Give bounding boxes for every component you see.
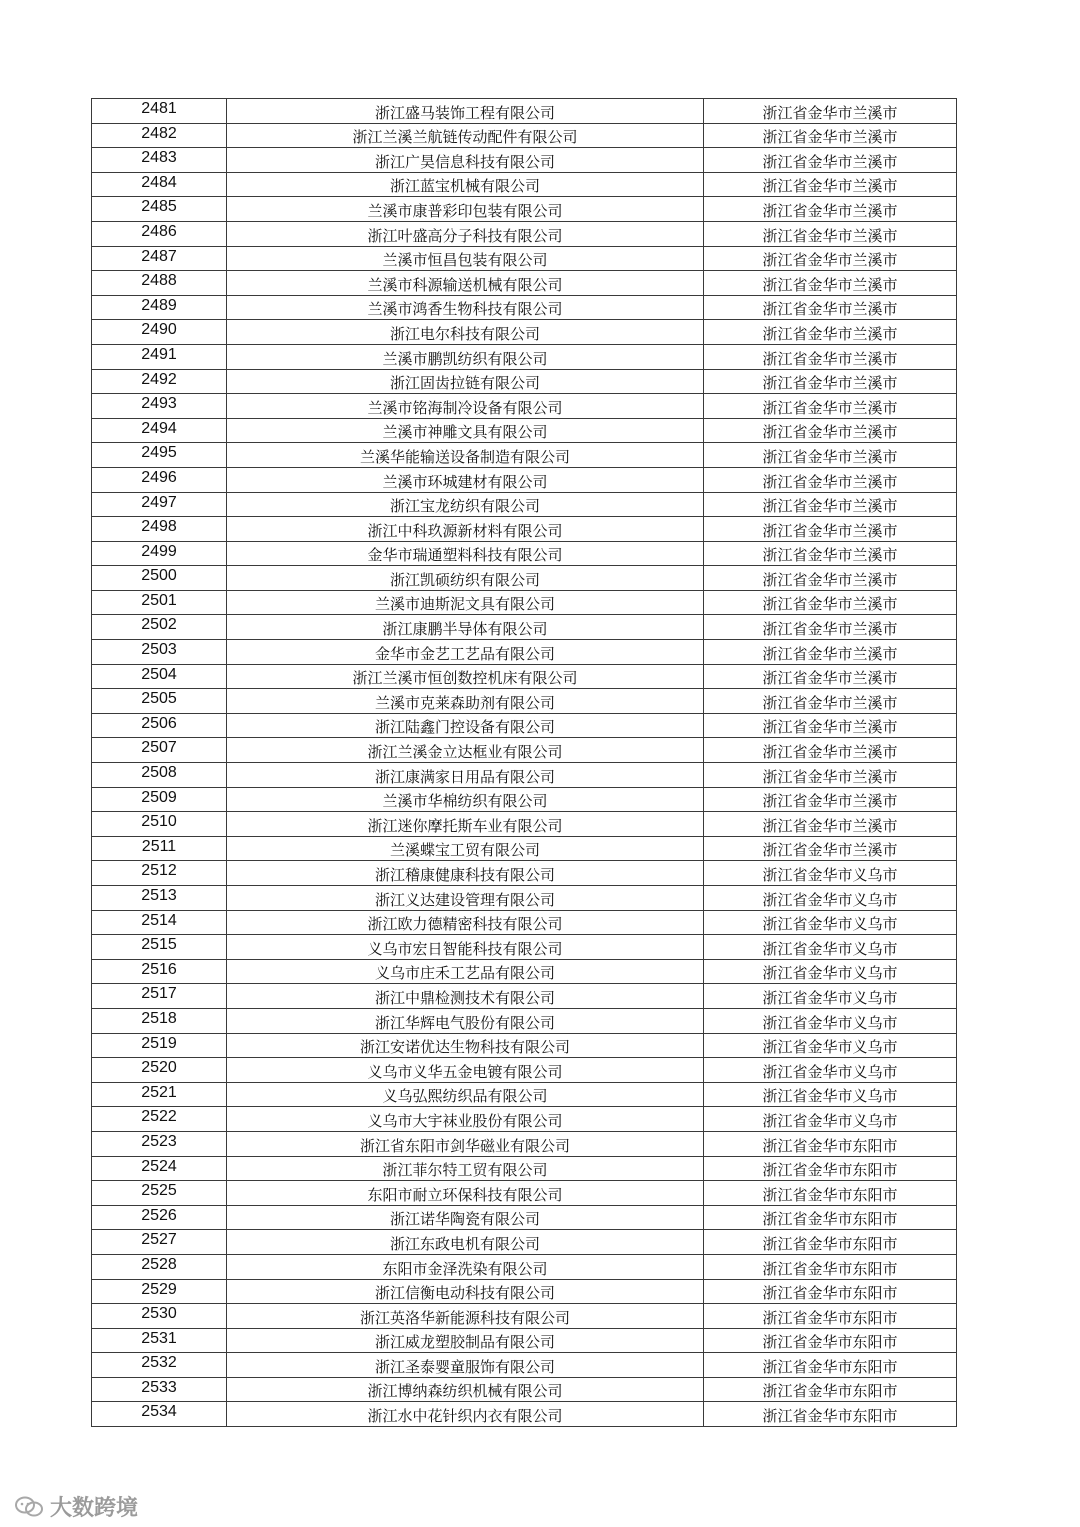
table-row xyxy=(92,295,957,320)
table-row xyxy=(92,1058,957,1083)
company-name-cell: 浙江广昊信息科技有限公司 xyxy=(227,148,704,173)
table-row xyxy=(92,369,957,394)
region-cell: 浙江省金华市东阳市 xyxy=(704,1402,957,1427)
region-cell: 浙江省金华市兰溪市 xyxy=(704,492,957,517)
company-name-cell: 浙江康鹏半导体有限公司 xyxy=(227,615,704,640)
row-number-cell: 2528 xyxy=(92,1254,227,1279)
row-number-cell: 2490 xyxy=(92,320,227,345)
region-cell: 浙江省金华市兰溪市 xyxy=(704,271,957,296)
row-number-cell: 2515 xyxy=(92,935,227,960)
company-name-cell: 兰溪市鹏凯纺织有限公司 xyxy=(227,344,704,369)
company-name-cell: 兰溪市环城建材有限公司 xyxy=(227,467,704,492)
row-number-cell: 2514 xyxy=(92,910,227,935)
region-cell: 浙江省金华市东阳市 xyxy=(704,1279,957,1304)
row-number-cell: 2504 xyxy=(92,664,227,689)
table-row xyxy=(92,910,957,935)
company-name-cell: 浙江康满家日用品有限公司 xyxy=(227,763,704,788)
row-number-cell: 2509 xyxy=(92,787,227,812)
row-number-cell: 2518 xyxy=(92,1008,227,1033)
table-row xyxy=(92,886,957,911)
table-row xyxy=(92,1033,957,1058)
table-row xyxy=(92,959,957,984)
company-name-cell: 义乌弘熙纺织品有限公司 xyxy=(227,1082,704,1107)
row-number-cell: 2483 xyxy=(92,148,227,173)
row-number-cell: 2508 xyxy=(92,763,227,788)
company-name-cell: 浙江兰溪市恒创数控机床有限公司 xyxy=(227,664,704,689)
company-name-cell: 兰溪市铭海制冷设备有限公司 xyxy=(227,394,704,419)
table-row xyxy=(92,590,957,615)
table-row xyxy=(92,640,957,665)
table-row xyxy=(92,664,957,689)
row-number-cell: 2503 xyxy=(92,640,227,665)
company-name-cell: 浙江中科玖源新材料有限公司 xyxy=(227,517,704,542)
region-cell: 浙江省金华市兰溪市 xyxy=(704,517,957,542)
table-row xyxy=(92,1107,957,1132)
company-name-cell: 浙江宝龙纺织有限公司 xyxy=(227,492,704,517)
company-name-cell: 浙江华辉电气股份有限公司 xyxy=(227,1008,704,1033)
region-cell: 浙江省金华市兰溪市 xyxy=(704,566,957,591)
company-name-cell: 浙江圣泰婴童服饰有限公司 xyxy=(227,1353,704,1378)
company-name-cell: 浙江陆鑫门控设备有限公司 xyxy=(227,713,704,738)
row-number-cell: 2525 xyxy=(92,1181,227,1206)
row-number-cell: 2533 xyxy=(92,1377,227,1402)
region-cell: 浙江省金华市兰溪市 xyxy=(704,443,957,468)
table-row xyxy=(92,541,957,566)
company-name-cell: 兰溪市康普彩印包装有限公司 xyxy=(227,197,704,222)
company-name-cell: 浙江稽康健康科技有限公司 xyxy=(227,861,704,886)
table-row xyxy=(92,172,957,197)
region-cell: 浙江省金华市义乌市 xyxy=(704,959,957,984)
region-cell: 浙江省金华市义乌市 xyxy=(704,935,957,960)
table-row xyxy=(92,566,957,591)
region-cell: 浙江省金华市兰溪市 xyxy=(704,763,957,788)
region-cell: 浙江省金华市兰溪市 xyxy=(704,320,957,345)
region-cell: 浙江省金华市兰溪市 xyxy=(704,812,957,837)
table-row xyxy=(92,1254,957,1279)
watermark xyxy=(14,1491,138,1522)
row-number-cell: 2496 xyxy=(92,467,227,492)
region-cell: 浙江省金华市东阳市 xyxy=(704,1304,957,1329)
company-name-cell: 浙江叶盛高分子科技有限公司 xyxy=(227,221,704,246)
row-number-cell: 2513 xyxy=(92,886,227,911)
region-cell: 浙江省金华市兰溪市 xyxy=(704,246,957,271)
region-cell: 浙江省金华市义乌市 xyxy=(704,861,957,886)
row-number-cell: 2493 xyxy=(92,394,227,419)
company-name-cell: 义乌市义华五金电镀有限公司 xyxy=(227,1058,704,1083)
table-row xyxy=(92,221,957,246)
watermark-text: 大数跨境 xyxy=(50,1496,139,1521)
table-row xyxy=(92,1328,957,1353)
table-row xyxy=(92,148,957,173)
company-name-cell: 浙江兰溪兰航链传动配件有限公司 xyxy=(227,123,704,148)
company-table xyxy=(91,98,957,1427)
region-cell: 浙江省金华市东阳市 xyxy=(704,1156,957,1181)
company-name-cell: 浙江菲尔特工贸有限公司 xyxy=(227,1156,704,1181)
company-name-cell: 浙江凯硕纺织有限公司 xyxy=(227,566,704,591)
row-number-cell: 2510 xyxy=(92,812,227,837)
table-row xyxy=(92,1353,957,1378)
region-cell: 浙江省金华市东阳市 xyxy=(704,1377,957,1402)
table-row xyxy=(92,246,957,271)
region-cell: 浙江省金华市东阳市 xyxy=(704,1230,957,1255)
region-cell: 浙江省金华市兰溪市 xyxy=(704,615,957,640)
table-row xyxy=(92,492,957,517)
region-cell: 浙江省金华市东阳市 xyxy=(704,1328,957,1353)
table-row xyxy=(92,344,957,369)
company-name-cell: 兰溪市华棉纺织有限公司 xyxy=(227,787,704,812)
region-cell: 浙江省金华市东阳市 xyxy=(704,1353,957,1378)
region-cell: 浙江省金华市兰溪市 xyxy=(704,689,957,714)
company-name-cell: 兰溪市迪斯泥文具有限公司 xyxy=(227,590,704,615)
table-row xyxy=(92,984,957,1009)
company-name-cell: 浙江中鼎检测技术有限公司 xyxy=(227,984,704,1009)
row-number-cell: 2526 xyxy=(92,1205,227,1230)
table-row xyxy=(92,394,957,419)
table-row xyxy=(92,99,957,124)
table-row xyxy=(92,1008,957,1033)
region-cell: 浙江省金华市兰溪市 xyxy=(704,295,957,320)
region-cell: 浙江省金华市兰溪市 xyxy=(704,369,957,394)
company-name-cell: 浙江电尔科技有限公司 xyxy=(227,320,704,345)
company-name-cell: 东阳市金泽洗染有限公司 xyxy=(227,1254,704,1279)
region-cell: 浙江省金华市兰溪市 xyxy=(704,836,957,861)
table-row xyxy=(92,1304,957,1329)
table-row xyxy=(92,836,957,861)
region-cell: 浙江省金华市义乌市 xyxy=(704,1033,957,1058)
table-row xyxy=(92,271,957,296)
row-number-cell: 2500 xyxy=(92,566,227,591)
region-cell: 浙江省金华市兰溪市 xyxy=(704,713,957,738)
region-cell: 浙江省金华市东阳市 xyxy=(704,1181,957,1206)
table-row xyxy=(92,615,957,640)
company-name-cell: 兰溪华能输送设备制造有限公司 xyxy=(227,443,704,468)
region-cell: 浙江省金华市兰溪市 xyxy=(704,394,957,419)
row-number-cell: 2494 xyxy=(92,418,227,443)
region-cell: 浙江省金华市义乌市 xyxy=(704,1058,957,1083)
row-number-cell: 2517 xyxy=(92,984,227,1009)
row-number-cell: 2511 xyxy=(92,836,227,861)
row-number-cell: 2534 xyxy=(92,1402,227,1427)
company-name-cell: 浙江英洛华新能源科技有限公司 xyxy=(227,1304,704,1329)
region-cell: 浙江省金华市兰溪市 xyxy=(704,738,957,763)
row-number-cell: 2532 xyxy=(92,1353,227,1378)
company-name-cell: 兰溪市鸿香生物科技有限公司 xyxy=(227,295,704,320)
row-number-cell: 2529 xyxy=(92,1279,227,1304)
company-name-cell: 兰溪市克莱森助剂有限公司 xyxy=(227,689,704,714)
region-cell: 浙江省金华市义乌市 xyxy=(704,1008,957,1033)
row-number-cell: 2488 xyxy=(92,271,227,296)
region-cell: 浙江省金华市义乌市 xyxy=(704,910,957,935)
company-name-cell: 东阳市耐立环保科技有限公司 xyxy=(227,1181,704,1206)
row-number-cell: 2521 xyxy=(92,1082,227,1107)
row-number-cell: 2491 xyxy=(92,344,227,369)
company-name-cell: 浙江欧力德精密科技有限公司 xyxy=(227,910,704,935)
region-cell: 浙江省金华市义乌市 xyxy=(704,984,957,1009)
region-cell: 浙江省金华市东阳市 xyxy=(704,1205,957,1230)
region-cell: 浙江省金华市兰溪市 xyxy=(704,590,957,615)
table-row xyxy=(92,861,957,886)
table-row xyxy=(92,689,957,714)
row-number-cell: 2484 xyxy=(92,172,227,197)
region-cell: 浙江省金华市兰溪市 xyxy=(704,344,957,369)
table-row xyxy=(92,123,957,148)
company-name-cell: 金华市金艺工艺品有限公司 xyxy=(227,640,704,665)
row-number-cell: 2531 xyxy=(92,1328,227,1353)
row-number-cell: 2489 xyxy=(92,295,227,320)
table-row xyxy=(92,1082,957,1107)
row-number-cell: 2512 xyxy=(92,861,227,886)
company-name-cell: 浙江信衡电动科技有限公司 xyxy=(227,1279,704,1304)
company-name-cell: 兰溪市科源输送机械有限公司 xyxy=(227,271,704,296)
row-number-cell: 2523 xyxy=(92,1131,227,1156)
region-cell: 浙江省金华市兰溪市 xyxy=(704,787,957,812)
company-name-cell: 浙江蓝宝机械有限公司 xyxy=(227,172,704,197)
row-number-cell: 2486 xyxy=(92,221,227,246)
company-name-cell: 浙江盛马装饰工程有限公司 xyxy=(227,99,704,124)
table-row xyxy=(92,1181,957,1206)
region-cell: 浙江省金华市兰溪市 xyxy=(704,221,957,246)
row-number-cell: 2530 xyxy=(92,1304,227,1329)
company-name-cell: 浙江安诺优达生物科技有限公司 xyxy=(227,1033,704,1058)
table-row xyxy=(92,1279,957,1304)
row-number-cell: 2516 xyxy=(92,959,227,984)
table-row xyxy=(92,517,957,542)
company-name-cell: 浙江诺华陶瓷有限公司 xyxy=(227,1205,704,1230)
company-name-cell: 浙江迷你摩托斯车业有限公司 xyxy=(227,812,704,837)
region-cell: 浙江省金华市兰溪市 xyxy=(704,99,957,124)
company-name-cell: 金华市瑞通塑料科技有限公司 xyxy=(227,541,704,566)
region-cell: 浙江省金华市兰溪市 xyxy=(704,172,957,197)
table-row xyxy=(92,787,957,812)
wechat-bubble-icon xyxy=(14,1495,44,1519)
row-number-cell: 2502 xyxy=(92,615,227,640)
company-name-cell: 浙江博纳森纺织机械有限公司 xyxy=(227,1377,704,1402)
table-row xyxy=(92,467,957,492)
table-row xyxy=(92,1205,957,1230)
row-number-cell: 2506 xyxy=(92,713,227,738)
table-row xyxy=(92,1230,957,1255)
table-row xyxy=(92,1131,957,1156)
row-number-cell: 2507 xyxy=(92,738,227,763)
company-name-cell: 兰溪市恒昌包装有限公司 xyxy=(227,246,704,271)
table-row xyxy=(92,738,957,763)
row-number-cell: 2524 xyxy=(92,1156,227,1181)
table-row xyxy=(92,935,957,960)
table-row xyxy=(92,713,957,738)
row-number-cell: 2495 xyxy=(92,443,227,468)
region-cell: 浙江省金华市义乌市 xyxy=(704,1107,957,1132)
company-table-body xyxy=(92,99,957,1427)
company-name-cell: 浙江固齿拉链有限公司 xyxy=(227,369,704,394)
row-number-cell: 2499 xyxy=(92,541,227,566)
company-name-cell: 兰溪蝶宝工贸有限公司 xyxy=(227,836,704,861)
company-name-cell: 兰溪市神雕文具有限公司 xyxy=(227,418,704,443)
company-name-cell: 义乌市庄禾工艺品有限公司 xyxy=(227,959,704,984)
row-number-cell: 2501 xyxy=(92,590,227,615)
table-row xyxy=(92,763,957,788)
region-cell: 浙江省金华市兰溪市 xyxy=(704,541,957,566)
region-cell: 浙江省金华市兰溪市 xyxy=(704,148,957,173)
row-number-cell: 2497 xyxy=(92,492,227,517)
row-number-cell: 2520 xyxy=(92,1058,227,1083)
region-cell: 浙江省金华市兰溪市 xyxy=(704,640,957,665)
region-cell: 浙江省金华市东阳市 xyxy=(704,1131,957,1156)
row-number-cell: 2505 xyxy=(92,689,227,714)
region-cell: 浙江省金华市义乌市 xyxy=(704,1082,957,1107)
table-row xyxy=(92,443,957,468)
region-cell: 浙江省金华市义乌市 xyxy=(704,886,957,911)
company-name-cell: 义乌市大宇袜业股份有限公司 xyxy=(227,1107,704,1132)
table-row xyxy=(92,812,957,837)
row-number-cell: 2482 xyxy=(92,123,227,148)
company-name-cell: 浙江水中花针织内衣有限公司 xyxy=(227,1402,704,1427)
company-name-cell: 浙江义达建设管理有限公司 xyxy=(227,886,704,911)
region-cell: 浙江省金华市兰溪市 xyxy=(704,664,957,689)
row-number-cell: 2485 xyxy=(92,197,227,222)
company-name-cell: 义乌市宏日智能科技有限公司 xyxy=(227,935,704,960)
company-name-cell: 浙江威龙塑胶制品有限公司 xyxy=(227,1328,704,1353)
table-row xyxy=(92,1156,957,1181)
row-number-cell: 2487 xyxy=(92,246,227,271)
table-row xyxy=(92,320,957,345)
company-name-cell: 浙江省东阳市剑华磁业有限公司 xyxy=(227,1131,704,1156)
table-row xyxy=(92,197,957,222)
region-cell: 浙江省金华市兰溪市 xyxy=(704,418,957,443)
row-number-cell: 2498 xyxy=(92,517,227,542)
row-number-cell: 2522 xyxy=(92,1107,227,1132)
row-number-cell: 2527 xyxy=(92,1230,227,1255)
company-name-cell: 浙江兰溪金立达框业有限公司 xyxy=(227,738,704,763)
row-number-cell: 2492 xyxy=(92,369,227,394)
region-cell: 浙江省金华市兰溪市 xyxy=(704,467,957,492)
region-cell: 浙江省金华市东阳市 xyxy=(704,1254,957,1279)
row-number-cell: 2519 xyxy=(92,1033,227,1058)
table-row xyxy=(92,1402,957,1427)
row-number-cell: 2481 xyxy=(92,99,227,124)
region-cell: 浙江省金华市兰溪市 xyxy=(704,197,957,222)
region-cell: 浙江省金华市兰溪市 xyxy=(704,123,957,148)
table-row xyxy=(92,418,957,443)
table-row xyxy=(92,1377,957,1402)
company-name-cell: 浙江东政电机有限公司 xyxy=(227,1230,704,1255)
